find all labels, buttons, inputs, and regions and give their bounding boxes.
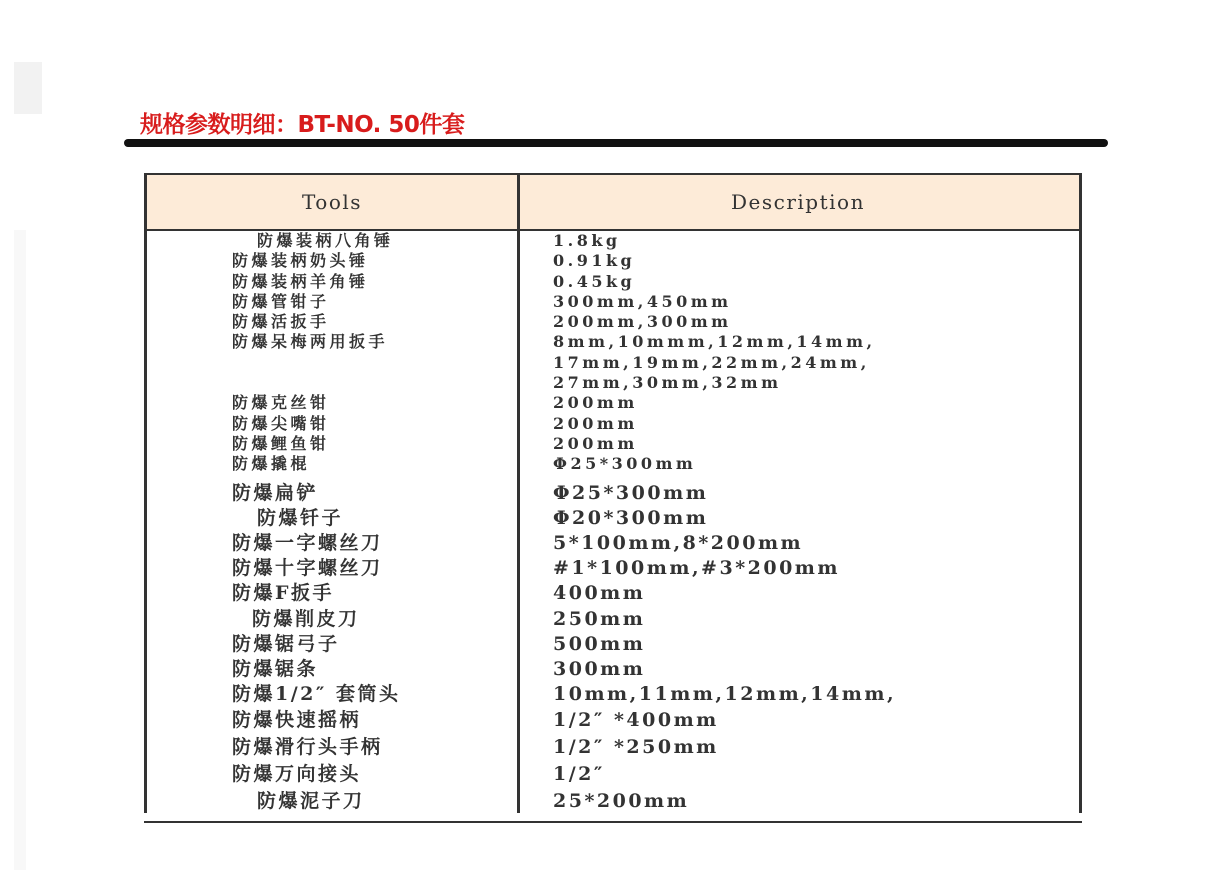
tool-name: 防爆F扳手 [232, 582, 334, 605]
table-row [144, 506, 1082, 531]
background-artifact [14, 230, 26, 870]
tool-name: 防爆装柄奶头锤 [232, 251, 369, 271]
table-row [144, 272, 1082, 292]
table-row [144, 531, 1082, 556]
tool-name: 防爆快速摇柄 [232, 709, 362, 732]
table-row [144, 393, 1082, 413]
tool-description: 8mm,10mmm,12mm,14mm, 17mm,19mm,22mm,24mm, 27mm,30mm,32mm [553, 332, 876, 393]
page-title: 规格参数明细：BT-NO. 50件套 [140, 112, 465, 138]
table-body [144, 231, 1082, 815]
table-row [144, 231, 1082, 251]
tool-description: Φ25*300mm [553, 481, 709, 504]
tool-description: 0.91kg [553, 251, 636, 271]
tool-name: 防爆1/2″ 套筒头 [232, 683, 401, 706]
tool-name: 防爆锯弓子 [232, 632, 340, 655]
table-border-bottom [144, 821, 1082, 823]
table-header [147, 175, 1079, 229]
table-row [144, 707, 1082, 734]
tool-description: 25*200mm [553, 790, 690, 813]
title-underline [124, 139, 1108, 147]
table-row [144, 481, 1082, 506]
tool-name: 防爆滑行头手柄 [232, 736, 383, 759]
tool-name: 防爆一字螺丝刀 [232, 531, 383, 554]
table-row [144, 632, 1082, 657]
tool-name: 防爆万向接头 [232, 763, 362, 786]
tool-description: 1.8kg [553, 231, 621, 250]
table-row [144, 734, 1082, 761]
tool-description: 1/2″ *250mm [553, 736, 719, 759]
table-row [144, 414, 1082, 434]
tool-description: 400mm [553, 582, 646, 605]
spec-table [144, 173, 1082, 823]
tool-name: 防爆泥子刀 [257, 790, 365, 813]
tool-description: Φ20*300mm [553, 506, 709, 529]
table-row [144, 434, 1082, 454]
tool-description: 5*100mm,8*200mm [553, 531, 804, 554]
table-row [144, 292, 1082, 312]
tool-name: 防爆撬棍 [232, 454, 311, 474]
tool-name: 防爆装柄八角锤 [257, 231, 394, 250]
table-row [144, 332, 1082, 393]
background-artifact [14, 62, 42, 114]
tool-name: 防爆尖嘴钳 [232, 413, 330, 433]
table-header-divider [144, 229, 1082, 231]
tool-name: 防爆削皮刀 [252, 607, 360, 630]
tool-description: Φ25*300mm [553, 454, 697, 474]
tool-description: 200mm [553, 393, 638, 413]
tool-description: 10mm,11mm,12mm,14mm, [553, 683, 897, 706]
tool-description: 250mm [553, 607, 646, 630]
tool-name: 防爆鲤鱼钳 [232, 433, 330, 453]
table-row [144, 761, 1082, 788]
tool-description: 0.45kg [553, 271, 636, 291]
tool-description: 300mm,450mm [553, 291, 732, 311]
table-row [144, 581, 1082, 606]
tool-name: 防爆呆梅两用扳手 [232, 332, 389, 352]
table-row [144, 312, 1082, 332]
tool-name: 防爆克丝钳 [232, 393, 330, 413]
table-row [144, 251, 1082, 271]
tool-description: #1*100mm,#3*200mm [553, 557, 841, 580]
table-border-right [1079, 173, 1082, 813]
table-border-top [144, 173, 1082, 175]
tool-name: 防爆锯条 [232, 657, 319, 680]
table-column-divider [517, 173, 520, 813]
tool-description: 200mm,300mm [553, 312, 732, 332]
tool-description: 200mm [553, 413, 638, 433]
table-row [144, 607, 1082, 632]
tool-description: 200mm [553, 433, 638, 453]
table-row [144, 556, 1082, 581]
header-description: Description [731, 190, 865, 214]
tool-name: 防爆钎子 [257, 506, 344, 529]
table-row [144, 788, 1082, 815]
tool-name: 防爆活扳手 [232, 312, 330, 332]
tool-name: 防爆管钳子 [232, 291, 330, 311]
tool-description: 1/2″ *400mm [553, 709, 719, 732]
tool-description: 500mm [553, 632, 646, 655]
tool-name: 防爆装柄羊角锤 [232, 271, 369, 291]
table-row [144, 682, 1082, 707]
tool-description: 1/2″ [553, 763, 605, 786]
table-row [144, 454, 1082, 474]
tool-name: 防爆扁铲 [232, 481, 319, 504]
tool-name: 防爆十字螺丝刀 [232, 557, 383, 580]
header-tools: Tools [301, 190, 363, 214]
tool-description: 300mm [553, 657, 646, 680]
table-row [144, 657, 1082, 682]
table-border-left [144, 173, 147, 813]
